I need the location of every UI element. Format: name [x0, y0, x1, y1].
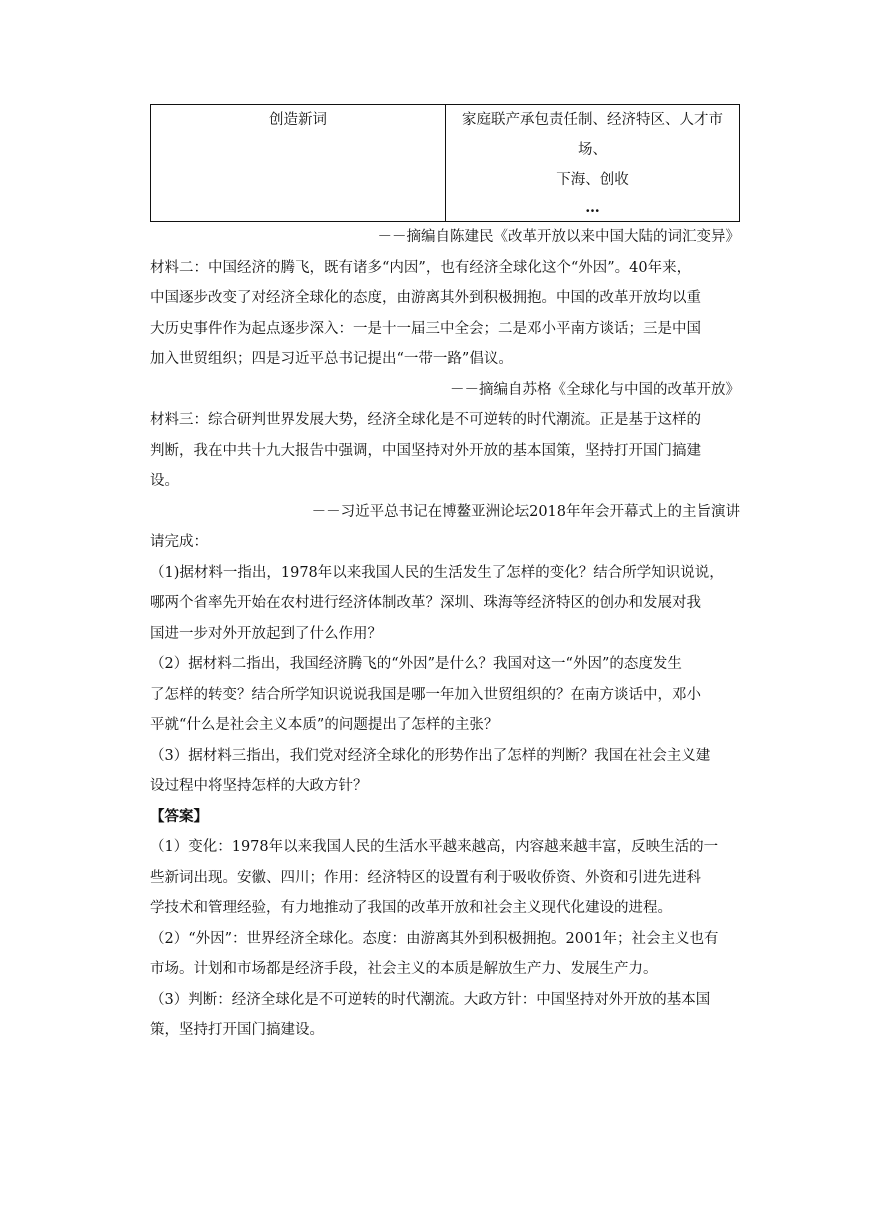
question-line: 设过程中将坚持怎样的大政方针？	[150, 778, 368, 794]
document-content	[150, 104, 740, 1046]
question-line: （2）据材料二指出，我国经济腾飞的“外因”是什么？我国对这一“外因”的态度发生	[150, 656, 682, 672]
question-line: 国进一步对外开放起到了什么作用？	[150, 625, 382, 642]
material2-line: 加入世贸组织；四是习近平总书记提出“一带一路”倡议。	[150, 351, 513, 367]
material3-source: －－习近平总书记在博鳌亚洲论坛2018年年会开幕式上的主旨演讲	[311, 503, 740, 520]
answer-heading: 【答案】	[150, 807, 208, 825]
question-line: （1)据材料一指出，1978年以来我国人民的生活发生了怎样的变化？结合所学知识说说，	[150, 564, 724, 581]
table-row	[151, 105, 740, 222]
material2-line: 材料二：中国经济的腾飞，既有诸多“内因”，也有经济全球化这个“外因”。40年来，	[150, 259, 692, 276]
answer-3	[150, 985, 740, 1046]
material3	[150, 405, 740, 497]
answer-line: 策，坚持打开国门搞建设。	[150, 1022, 324, 1038]
answer-line: （3）判断：经济全球化是不可逆转的时代潮流。大政方针：中国坚持对外开放的基本国	[150, 991, 711, 1008]
material2-source: －－摘编自苏格《全球化与中国的改革开放》	[450, 381, 740, 398]
material2-line: 大历史事件作为起点逐步深入：一是十一届三中全会；二是邓小平南方谈话；三是中国	[150, 320, 701, 337]
material2-line: 中国逐步改变了对经济全球化的态度，由游离其外到积极拥抱。中国的改革开放均以重	[150, 290, 701, 306]
material3-line: 设。	[150, 473, 179, 489]
task-prompt: 请完成：	[150, 534, 208, 550]
question-line: 哪两个省率先开始在农村进行经济体制改革？深圳、珠海等经济特区的创办和发展对我	[150, 595, 701, 611]
material2	[150, 253, 740, 375]
words-line: 家庭联产承包责任制、经济特区、人才市场、	[462, 112, 723, 158]
question-line: 了怎样的转变？结合所学知识说说我国是哪一年加入世贸组织的？在南方谈话中，邓小	[150, 686, 701, 703]
question-3	[150, 741, 740, 802]
question-2	[150, 649, 740, 741]
answer-line: 些新词出现。安徽、四川；作用：经济特区的设置有利于吸收侨资、外资和引进先进科	[150, 869, 701, 886]
words-line: 下海、创收	[556, 172, 629, 188]
question-line: （3）据材料三指出，我们党对经济全球化的形势作出了怎样的判断？我国在社会主义建	[150, 747, 711, 764]
answer-line: （1）变化：1978年以来我国人民的生活水平越来越高，内容越来越丰富，反映生活的一	[150, 839, 719, 855]
answer-1	[150, 832, 740, 924]
answer-2	[150, 924, 740, 985]
vocabulary-table	[150, 104, 740, 222]
material1-source: －－摘编自陈建民《改革开放以来中国大陆的词汇变异》	[377, 229, 740, 245]
table-cell-words	[446, 105, 740, 222]
question-line: 平就“什么是社会主义本质”的问题提出了怎样的主张？	[150, 717, 499, 733]
category-label: 创造新词	[269, 112, 327, 128]
words-ellipsis: …	[585, 199, 600, 216]
material3-line: 材料三：综合研判世界发展大势，经济全球化是不可逆转的时代潮流。正是基于这样的	[150, 412, 701, 428]
material3-line: 判断，我在中共十九大报告中强调，中国坚持对外开放的基本国策，坚持打开国门搞建	[150, 442, 701, 459]
question-1	[150, 558, 740, 650]
answer-line: 市场。计划和市场都是经济手段，社会主义的本质是解放生产力、发展生产力。	[150, 961, 658, 977]
answer-line: 学技术和管理经验，有力地推动了我国的改革开放和社会主义现代化建设的进程。	[150, 900, 672, 916]
answer-line: （2）“外因”：世界经济全球化。态度：由游离其外到积极拥抱。2001年；社会主义也有	[150, 930, 719, 947]
table-cell-category	[151, 105, 446, 222]
